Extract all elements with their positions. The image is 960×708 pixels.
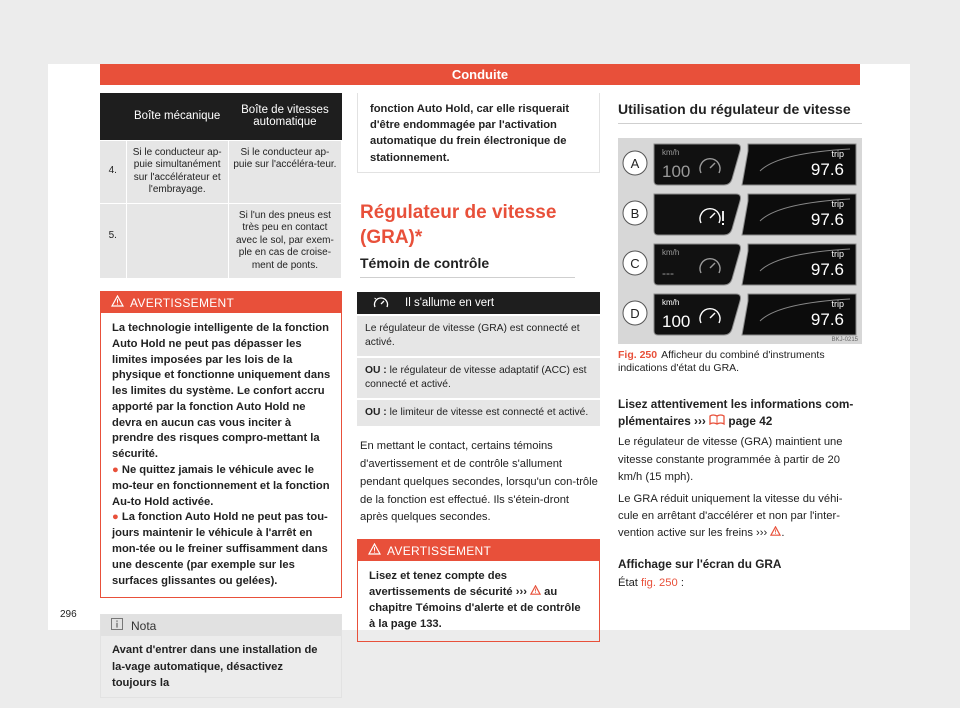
section-title: Régulateur de vitesse (GRA)* [360, 201, 557, 248]
indicator-header [357, 292, 600, 314]
warning-link-text[interactable]: au chapitre Témoins d'alerte et de contrôle à la page 133. [369, 586, 581, 630]
row-prefix: OU : [365, 365, 387, 377]
etat-suffix: : [680, 576, 684, 589]
warning-bullet [112, 463, 331, 510]
warning-triangle-icon [368, 543, 381, 558]
warning-box [100, 291, 342, 598]
spec-table [100, 93, 342, 278]
figure-link[interactable]: fig. 250 [641, 576, 678, 589]
note-box [100, 614, 342, 698]
body-paragraph: Le GRA réduit uniquement la vitesse du véhi-cule en arrêtant d'accélérer et non par l'inter-vention active sur les freins ››› . [618, 492, 843, 540]
trip-label: trip [831, 299, 844, 309]
page-ref-link[interactable]: page 42 [728, 414, 773, 429]
bullet-icon: ● [112, 464, 122, 477]
warning-text: La technologie intelligente de la fonction Auto Hold ne peut pas dépasser les limites imposées par les lois de la physique et fonctionne uniquement dans les limites du système. Le confort accru apporté par la fonction Auto Hold ne devra en aucun cas vous inciter à prendre des risques compro-mettant la sécurité. [112, 322, 331, 461]
note-text: Avant d'entrer dans une installation de la-vage automatique, désactivez toujours la [112, 644, 318, 689]
table-header-empty [100, 93, 126, 140]
cell-manual: Si le conducteur ap-puie simultanément sur l'accélérateur et l'embrayage. [126, 140, 228, 203]
cell-manual [126, 203, 228, 278]
warning-header [358, 540, 599, 561]
etat-label: État [618, 576, 638, 589]
warning-triangle-icon [770, 527, 781, 539]
table-header-auto: Boîte de vitesses automatique [228, 93, 341, 140]
page-number: 296 [60, 609, 77, 620]
row-text: le régulateur de vitesse adaptatif (ACC) est connecté et activé. [365, 365, 587, 390]
row-number: 5. [100, 203, 126, 278]
warning-triangle-icon [530, 586, 541, 598]
paragraph-text: Le GRA réduit uniquement la vitesse du véhi-cule en arrêtant d'accélérer et non par l'inter-vention active sur les freins ››› [618, 492, 843, 540]
column-middle [357, 93, 600, 642]
warning-body [101, 313, 341, 597]
figure-graphic [618, 138, 862, 344]
trip-value: 97.6 [810, 310, 844, 329]
chapter-header: Conduite [100, 64, 860, 85]
trip-value: 97.6 [810, 260, 844, 279]
section-title: Utilisation du régulateur de vitesse [618, 101, 862, 124]
trip-label: trip [831, 249, 844, 259]
left-display [654, 194, 741, 235]
body-paragraph: En mettant le contact, certains témoins d'avertissement et de contrôle s'allument pendant quelques secondes, lorsqu'un con-trôle de la fonction est effectué. Ils s'étein-dront après quelques secondes. [360, 439, 598, 524]
note-title: Nota [131, 618, 157, 633]
cluster-panel-a [623, 144, 856, 185]
panel-letter: D [630, 306, 640, 321]
warning-title: AVERTISSEMENT [387, 543, 492, 558]
read-more-text: Lisez attentivement les informations com-plémentaires ››› [618, 397, 854, 429]
figure-caption [618, 349, 862, 375]
book-icon [709, 414, 725, 428]
read-more [618, 396, 862, 430]
note-header [101, 615, 341, 636]
warning-header [101, 292, 341, 313]
warning-body [358, 561, 599, 640]
speedometer-icon [357, 296, 405, 310]
section-subtitle: Témoin de contrôle [360, 255, 575, 278]
trip-value: 97.6 [810, 160, 844, 179]
warning-box [357, 539, 600, 641]
trip-label: trip [831, 199, 844, 209]
panel-letter: B [630, 206, 640, 221]
table-row [100, 140, 342, 203]
row-text: le limiteur de vitesse est connecté et activé. [389, 406, 589, 418]
speed-value: 100 [662, 162, 691, 181]
row-prefix: OU : [365, 406, 387, 418]
instrument-cluster-figure [618, 138, 862, 344]
panel-letter: A [630, 156, 640, 171]
table-row [100, 203, 342, 278]
warning-text: Lisez et tenez compte des avertissements de sécurité ››› [369, 570, 527, 599]
cluster-panel-c [623, 244, 856, 285]
cell-auto: Si le conducteur ap-puie sur l'accéléra-teur. [228, 140, 341, 203]
info-icon [111, 618, 123, 633]
figure-code: BKJ-0215 [831, 337, 858, 343]
cluster-panel-d [623, 294, 856, 335]
speed-value: 100 [662, 312, 691, 331]
column-right [618, 93, 862, 592]
speed-value: --- [662, 266, 674, 280]
body-paragraph: Le régulateur de vitesse (GRA) maintient une vitesse constante programmée à partir de 20 km/h (15 mph). [618, 436, 843, 484]
bullet-text: Ne quittez jamais le véhicule avec le mo-teur en fonctionnement et la fonction Au-to Hold activée. [112, 464, 330, 508]
speed-unit: km/h [662, 298, 680, 307]
warning-triangle-icon [111, 295, 124, 310]
trip-label: trip [831, 149, 844, 159]
indicator-row [357, 398, 600, 426]
continued-note: fonction Auto Hold, car elle risquerait d'être endommagée par l'activation automatique du frein électronique de stationnement. [357, 93, 600, 173]
indicator-row [357, 314, 600, 356]
cluster-panel-b [623, 194, 856, 235]
indicator-row [357, 356, 600, 398]
speed-unit: km/h [662, 248, 680, 257]
bullet-icon: ● [112, 511, 122, 524]
panel-letter: C [630, 256, 640, 271]
table-header-manual: Boîte mécanique [126, 93, 228, 140]
bullet-text: La fonction Auto Hold ne peut pas tou-jours maintenir le véhicule à l'arrêt en mon-tée ou le freiner suffisamment dans une descente (par exemple sur les surfaces glissantes ou gelées). [112, 511, 328, 587]
trip-value: 97.6 [810, 210, 844, 229]
figure-ref: Fig. 250 [618, 349, 658, 361]
indicator-header-text: Il s'allume en vert [405, 297, 495, 310]
warning-title: AVERTISSEMENT [130, 295, 235, 310]
caption-text: Afficheur du combiné d'instruments indications d'état du GRA. [618, 349, 825, 375]
speed-unit: km/h [662, 148, 680, 157]
column-left [100, 93, 342, 698]
sub-heading: Affichage sur l'écran du GRA [618, 556, 782, 571]
warning-bullet [112, 510, 331, 589]
cell-auto: Si l'un des pneus est très peu en contact avec le sol, par exem-ple en cas de croise-ment de ponts. [228, 203, 341, 278]
row-number: 4. [100, 140, 126, 203]
row-text: Le régulateur de vitesse (GRA) est connecté et activé. [365, 323, 580, 349]
etat-line [618, 575, 862, 592]
indicator-table [357, 292, 600, 425]
